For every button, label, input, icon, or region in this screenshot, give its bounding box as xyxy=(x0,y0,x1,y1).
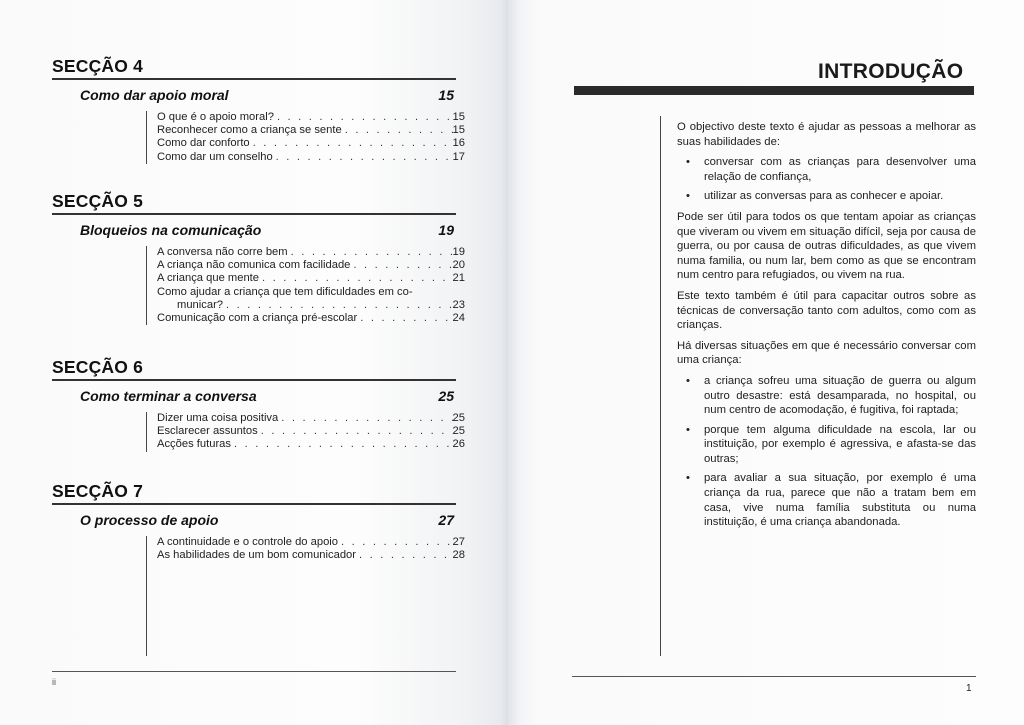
section-title: SECÇÃO 6 xyxy=(52,357,144,377)
toc-entry[interactable]: Como dar conforto . . . 16 xyxy=(157,137,465,150)
page-title: INTRODUÇÃO xyxy=(818,60,964,83)
toc-entries xyxy=(146,111,465,164)
page-number: 1 xyxy=(966,683,972,694)
book-fold xyxy=(500,0,520,725)
list-item: • utilizar as conversas para as conhecer e apoiar. xyxy=(686,190,944,203)
chapter-heading[interactable] xyxy=(80,512,454,528)
section-rule xyxy=(52,503,456,505)
toc-entry[interactable]: Dizer uma coisa positiva . . . 25 xyxy=(157,412,465,425)
chapter-page: 25 xyxy=(438,388,454,404)
bullet-icon: • xyxy=(686,423,690,436)
toc-entry[interactable]: A criança que mente . . . 21 xyxy=(157,272,465,285)
paragraph: Há diversas situações em que é necessário conversar com uma criança: xyxy=(677,339,976,367)
chapter-heading[interactable] xyxy=(80,388,454,404)
chapter-page: 27 xyxy=(438,512,454,528)
toc-entry[interactable]: A conversa não corre bem . . . 19 xyxy=(157,246,465,259)
footer-rule xyxy=(52,671,456,672)
toc-entry[interactable]: A continuidade e o controle do apoio . . . 27 xyxy=(157,536,465,549)
section-4-header xyxy=(52,56,456,80)
toc-entry[interactable]: Como ajudar a criança que tem dificuldades em co- xyxy=(157,285,413,298)
section-7-header xyxy=(52,481,456,505)
bullet-list xyxy=(677,374,976,530)
chapter-heading[interactable] xyxy=(80,222,454,238)
intro-body xyxy=(677,120,976,536)
toc-entry[interactable]: A criança não comunica com facilidade . . . 20 xyxy=(157,259,465,272)
section-5-header xyxy=(52,191,456,215)
footer-rule xyxy=(572,676,976,677)
toc-entry-continuation[interactable]: municar? . . . 23 xyxy=(157,299,465,312)
bullet-icon: • xyxy=(686,374,690,387)
margin-rule xyxy=(660,116,661,656)
toc-entry[interactable]: Esclarecer assuntos . . . 25 xyxy=(157,425,465,438)
chapter-page: 15 xyxy=(438,87,454,103)
toc-entry[interactable]: Reconhecer como a criança se sente . . . 15 xyxy=(157,124,465,137)
toc-entries xyxy=(146,412,465,452)
section-6-header xyxy=(52,357,456,381)
list-item: • a criança sofreu uma situação de guerra ou algum outro desastre: está desamparada, no hospital, ou num centro de acomodação, é fugitiva, foi raptada; xyxy=(686,374,976,417)
toc-entries xyxy=(146,536,465,656)
section-title: SECÇÃO 5 xyxy=(52,191,144,211)
toc-entry[interactable]: Comunicação com a criança pré-escolar . . . 24 xyxy=(157,312,465,325)
chapter-title: Como dar apoio moral xyxy=(80,87,229,103)
chapter-title: Como terminar a conversa xyxy=(80,388,257,404)
paragraph: O objectivo deste texto é ajudar as pessoas a melhorar as suas habilidades de: xyxy=(677,121,976,148)
section-rule xyxy=(52,213,456,215)
bullet-icon: • xyxy=(686,156,690,169)
bullet-list xyxy=(677,155,976,204)
section-title: SECÇÃO 4 xyxy=(52,56,144,76)
chapter-title: O processo de apoio xyxy=(80,512,219,528)
paragraph: Este texto também é útil para capacitar outros sobre as técnicas de conversação tanto com adultos, como com as crianças. xyxy=(677,289,976,332)
toc-entry[interactable]: As habilidades de um bom comunicador . . . 28 xyxy=(157,549,465,562)
page-number: ii xyxy=(52,677,56,687)
paragraph: Pode ser útil para todos os que tentam apoiar as crianças que viveram ou vivem em situação difícil, seja por causa de guerra, ou por causa de outras dificuldades, as que vivem numa familia, ou num lar, bem como as que se encontram num centro para refugiados, ou vivem na rua. xyxy=(677,210,976,282)
title-bar xyxy=(574,86,974,95)
chapter-heading[interactable] xyxy=(80,87,454,103)
toc-entry[interactable]: Como dar um conselho . . . 17 xyxy=(157,151,465,164)
toc-entry[interactable]: O que é o apoio moral? . . . 15 xyxy=(157,111,465,124)
bullet-icon: • xyxy=(686,190,690,203)
section-rule xyxy=(52,379,456,381)
list-item: • conversar com as crianças para desenvolver uma relação de confiança, xyxy=(686,156,976,183)
section-rule xyxy=(52,78,456,80)
list-item: • porque tem alguma dificuldade na escola, lar ou instituição, por exemplo é agressiva, e afasta-se das outras; xyxy=(686,423,976,465)
bullet-icon: • xyxy=(686,472,690,485)
list-item: • para avaliar a sua situação, por exemplo é uma criança da rua, parece que não a tratam bem em casa, vive numa família substituta ou numa instituição, é uma criança abandonada. xyxy=(686,472,976,529)
chapter-title: Bloqueios na comunicação xyxy=(80,222,262,238)
chapter-page: 19 xyxy=(438,222,454,238)
section-title: SECÇÃO 7 xyxy=(52,481,144,501)
toc-entry[interactable]: Acções futuras . . . 26 xyxy=(157,438,465,451)
toc-entries xyxy=(146,246,465,325)
